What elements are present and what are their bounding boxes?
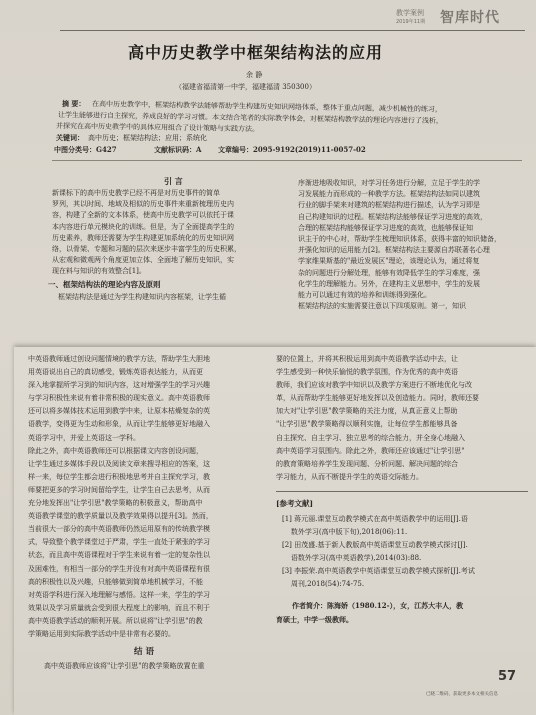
lower-journal-page	[14, 347, 536, 715]
author-note-line: 育硕士，中学一级教师。	[276, 615, 353, 624]
body-line: 学生感受到一种快乐愉悦的教学氛围，作为优秀的高中英语	[276, 368, 458, 377]
body-line: 与学习积极性来说有着非常积极的现实意义。高中英语教师	[28, 394, 210, 403]
body-line: 当前很大一部分的高中英语教师仍然运用原有的传统教学模	[28, 525, 210, 534]
references-heading: [参考文献]	[276, 499, 314, 508]
article-title: 高中历史教学中框架结构法的应用	[128, 43, 384, 62]
abstract-rule	[52, 160, 522, 161]
references-rule	[276, 491, 528, 492]
body-line: 英语教学课堂的教学质量以及教学效果得以提升[3]。然而，	[28, 512, 213, 521]
body-line: 除此之外，高中英语教师还可以根据课文内容创设问题，	[28, 446, 203, 455]
body-line: 高中英语教学活动的顺利开展。所以说将"让学引思"的教	[28, 616, 203, 625]
author-affiliation: （福建省福清第一中学，福建福清 350300）	[175, 83, 316, 91]
right-column	[276, 353, 528, 484]
footer-note: 已晓二维码，获取更多本文相关信息	[426, 692, 498, 697]
right-line: 化学生的理解能力。另外，在建构主义思想中，学生的发展	[298, 279, 480, 288]
intro-line: 容，构建了全新的文本体系，使高中历史教学可以依托于课	[52, 211, 234, 220]
reference-line: [3] 李振荣.高中英语教学中英语课堂互动教学模式探析[J].考试	[282, 567, 475, 575]
journal-logo: 智库时代	[440, 10, 500, 26]
author-name: 余 静	[246, 71, 263, 79]
right-line: 并强化知识的运用能力[2]。框架结构法主要源自苏联著名心理	[298, 246, 490, 255]
abstract-line: 并探究在高中历史教学中的具体应用组合了设计策略与实践方法。	[55, 122, 260, 134]
intro-line: 本内容进行单元模块化的训练。但是，为了全面提高学生的	[52, 222, 234, 231]
conclusion-heading: 结 语	[134, 647, 154, 657]
body-line: 学习能力，从而不断提升学生的英语交际能力。	[276, 472, 423, 481]
section1-heading: 一、框架结构法的理论内容及原则	[48, 280, 161, 289]
body-line: 充分地发挥出"让学引思"教学策略的积极意义，帮助高中	[28, 499, 203, 508]
body-line: 学策略运用到实际教学活动中是非常有必要的。	[28, 629, 175, 638]
body-line: 师要把更多的学习时间留给学生，让学生自己去思考，从而	[28, 485, 210, 494]
body-line: 及困难性，有相当一部分的学生并没有对高中英语课程有很	[28, 564, 210, 573]
document-code: 文献标识码：A	[154, 145, 202, 154]
references-list	[282, 513, 528, 591]
right-line: 行业的脚手架来对建筑的框架结构进行描述，认为学习即是	[298, 201, 480, 210]
body-line: 还可以将多媒体技术运用到教学中来，让原本枯燥复杂的英	[28, 407, 210, 416]
reference-line: [1] 蒋元丽.课堂互动教学模式在高中英语教学中的运用[J].语	[282, 515, 468, 523]
intro-line: 历史素养，教师还需要为学生构建更加系统化的历史知识网	[52, 233, 234, 242]
body-line: 效果以及学习质量就会受到很大程度上的影响，而且不利于	[28, 603, 210, 612]
author-note-line: 作者简介：陈海娇（1980.12-），女，江苏大丰人，教	[292, 601, 464, 610]
body-line: 中英语教师通过创设问题情境的教学方法，帮助学生大胆地	[28, 355, 210, 363]
keywords-label: 关键词：	[56, 133, 84, 142]
journal-section-label: 教学案例	[396, 9, 424, 17]
right-line: 杂的问题进行分解处理，能够有效降低学生的学习难度，强	[298, 268, 480, 277]
reference-line: 周刊,2018(54):74-75.	[282, 580, 365, 588]
right-line: 框架结构法的实施需要注意以下四项原则。第一，知识	[298, 302, 466, 311]
right-line: 学家维果斯基的"最近发展区"理论，该理论认为，通过将复	[298, 257, 480, 266]
intro-line: 从宏观和微观两个角度更加立体、全面地了解历史知识，实	[52, 256, 234, 265]
right-line: 习发展能力而形成的一种教学方法。框架结构法如同以建筑	[298, 190, 480, 199]
body-line: 革，从而帮助学生能够更好地发挥以及创造能力。同时，教师还要	[276, 394, 479, 403]
journal-issue: 2019年11期	[396, 19, 426, 25]
body-line: 教师，我们应该对教学中知识以及教学方案进行不断地优化与改	[276, 381, 472, 390]
right-line: 能力可以通过有效的培养和训练得到强化。	[298, 291, 431, 300]
article-number: 文章编号：2095-9192(2019)11-0057-02	[218, 145, 366, 154]
reference-line: [2] 田茂盛.基于新人教版高中英语课堂互动教学模式探讨[J].	[282, 541, 468, 549]
keywords: 高中历史；框架结构法；应用；系统化	[88, 134, 207, 142]
right-line: 自己构建知识的过程。框架结构法能够保证学习进度的高效，	[298, 212, 487, 221]
abstract-line: 在高中历史教学中，框架结构教学法能够帮助学生构建历史知识网络体系，整体于重点问题，减少机械性的练习，	[91, 100, 443, 114]
body-line: 状态，而且高中英语课程对于学生来说有着一定的复杂性以	[28, 551, 210, 560]
body-line: "让学引思"教学策略得以顺利实施，让每位学生都能够具备	[276, 420, 458, 429]
abstract-line: 让学生能够进行自主探究，养成良好的学习习惯。本文结合笔者的实际教学体会，对框架结构教学法的理论内容进行了浅析，	[57, 111, 444, 126]
intro-line: 现在料与知识的有效整合[1]。	[52, 267, 146, 276]
body-line: 深入地掌握所学习到的知识内容，这对增强学生的学习兴趣	[28, 381, 210, 390]
reference-line: 数外学习(高中版下旬),2018(06):11.	[282, 528, 408, 536]
body-line: 用英语说出自己的真切感受，锻炼英语表达能力，从而更	[28, 368, 203, 377]
body-line: 高的积极性以及兴趣，只能够做到简单地机械学习，不能	[28, 577, 203, 586]
right-column-paragraph	[298, 178, 528, 312]
body-line: 要的位置上，并将其积极运用到高中英语教学活动中去，让	[276, 355, 458, 363]
intro-line: 罗列，其以时间、地域及相似的历史事件来重新梳理历史内	[52, 200, 234, 209]
header-rule	[60, 30, 525, 31]
body-line: 高中英语学习氛围内。除此之外，教师还应该通过"让学引思"	[276, 446, 465, 455]
body-line: 样一来，每位学生都会进行积极地思考并自主探究学习，教	[28, 472, 210, 481]
intro-line: 新课标下的高中历史教学已经不再是对历史事件的简单	[52, 189, 220, 197]
body-line: 对英语学科进行深入地理解与感悟。这样一来，学生的学习	[28, 590, 210, 599]
intro-line: 络，以骨架、专题和习题的层次来逐步丰富学生的历史积累，	[52, 245, 241, 254]
intro-paragraph	[52, 188, 284, 278]
intro-heading: 引 言	[164, 176, 183, 186]
body-line: 式，导致整个教学课堂过于严肃，学生一直处于紧张的学习	[28, 538, 210, 547]
body-line: 的教育策略培养学生发现问题、分析问题、解决问题的综合	[276, 459, 458, 468]
right-line: 识主于的中心对，帮助学生梳理知识体系，获得丰富的知识储备，	[298, 235, 501, 244]
abstract-label: 摘 要：	[62, 99, 86, 108]
body-line: 让学生通过多媒体手段以及阅读文章来搜寻相应的答案，这	[28, 459, 210, 468]
body-line: 加大对"让学引思"教学策略的关注力度，从真正意义上帮助	[276, 407, 458, 416]
left-column	[28, 353, 264, 641]
conclusion-line: 高中英语教师应该将"让学引思"的教学策略放置在重	[44, 662, 205, 670]
section1-line: 框架结构法是通过为学生构建知识内容框架，让学生循	[58, 293, 226, 301]
classification-number: 中图分类号：G427	[54, 145, 117, 154]
right-line: 合理的框架结构能够保证学习进度的高效，也能够保证知	[298, 223, 473, 232]
right-line: 序渐进地吸收知识，对学习任务进行分解，立足于学生的学	[298, 179, 480, 187]
body-line: 自主探究、自主学习、独立思考的综合能力，并全身心地融入	[276, 433, 465, 442]
page-number: 57	[498, 669, 517, 684]
body-line: 语教学，变得更为生动和形象，从而让学生能够更好地融入	[28, 420, 210, 429]
body-line: 英语学习中，并爱上英语这一学科。	[28, 433, 140, 442]
reference-line: 语数外学习(高中英语教学),2014(03):88.	[282, 554, 422, 562]
